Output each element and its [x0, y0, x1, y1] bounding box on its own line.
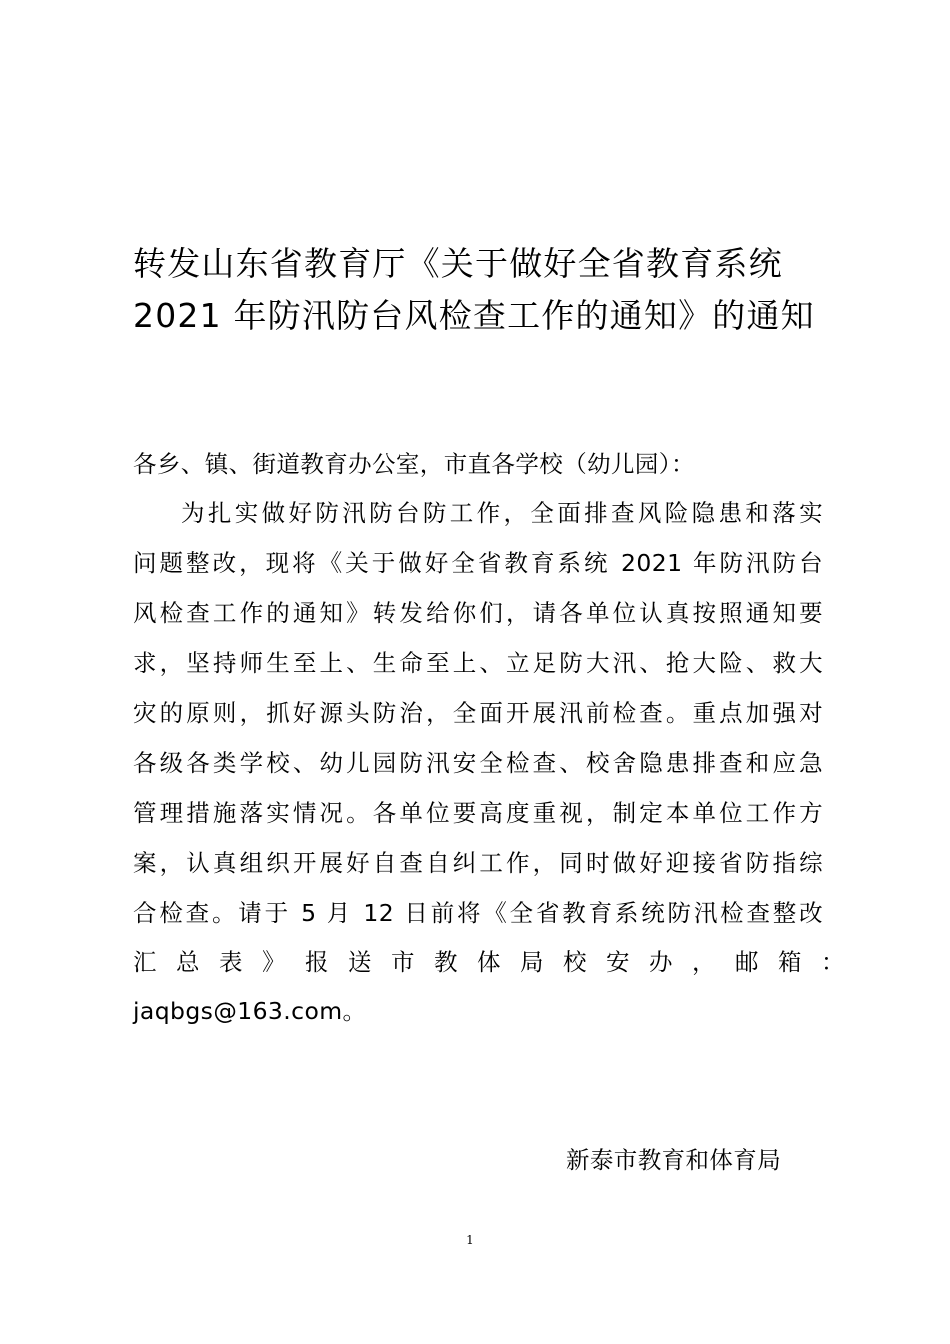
signature: 新泰市教育和体育局	[566, 1146, 782, 1174]
body-line: 汇总表》报送市教体局校安办，邮箱：	[133, 948, 864, 976]
body-line: 为扎实做好防汛防台防工作，全面排查风险隐患和落实	[181, 499, 823, 527]
body-line: 求，坚持师生至上、生命至上、立足防大汛、抢大险、救大	[133, 649, 823, 677]
body-line: 各级各类学校、幼儿园防汛安全检查、校舍隐患排查和应急	[133, 749, 823, 777]
page-number: 1	[466, 1233, 474, 1247]
body-line: 合检查。请于 5 月 12 日前将《全省教育系统防汛检查整改	[133, 899, 823, 927]
salutation: 各乡、镇、街道教育办公室，市直各学校（幼儿园）：	[133, 450, 695, 478]
body-line-email: jaqbgs@163.com。	[133, 997, 367, 1025]
body-line: 风检查工作的通知》转发给你们，请各单位认真按照通知要	[133, 599, 823, 627]
body-line: 案，认真组织开展好自查自纠工作，同时做好迎接省防指综	[133, 849, 823, 877]
body-line: 灾的原则，抓好源头防治，全面开展汛前检查。重点加强对	[133, 699, 823, 727]
body-line: 问题整改，现将《关于做好全省教育系统 2021 年防汛防台	[133, 549, 823, 577]
document-title: 转发山东省教育厅《关于做好全省教育系统2021 年防汛防台风检查工作的通知》的通知	[133, 244, 815, 335]
body-line: 管理措施落实情况。各单位要高度重视，制定本单位工作方	[133, 799, 823, 827]
